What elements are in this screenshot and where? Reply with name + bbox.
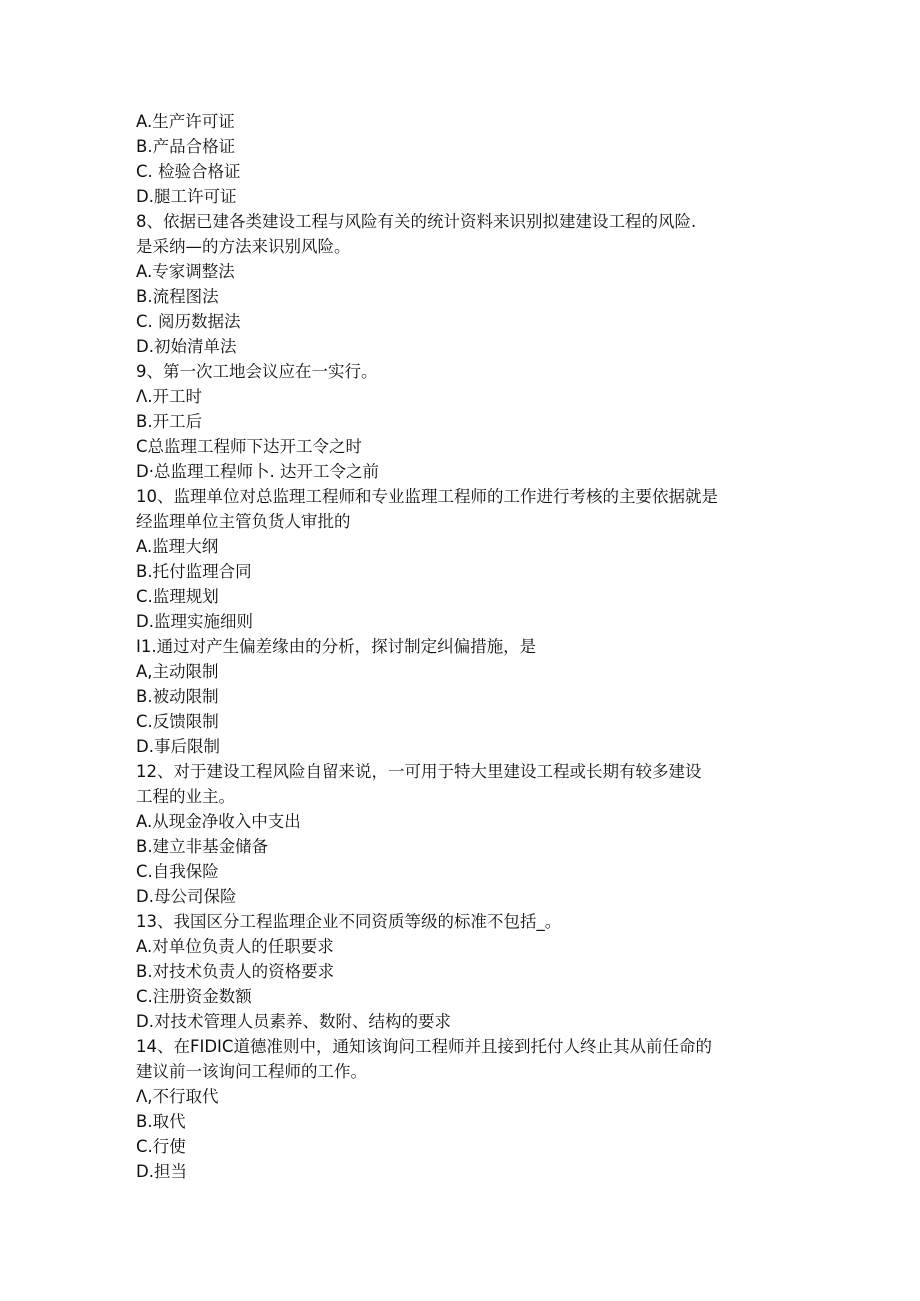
option-line: D.担当 [136, 1162, 187, 1181]
question-8-text: 8、依据已建各类建设工程与风险有关的统计资料来识别拟建建设工程的风险. [136, 212, 697, 231]
question-9-text: 9、第一次工地会议应在一实行。 [136, 362, 378, 381]
option-line: C. 检验合格证 [136, 162, 241, 181]
question-14-text-cont: 建议前一该询问工程师的工作。 [136, 1062, 367, 1081]
option-line: Λ.开工时 [136, 387, 203, 406]
option-line: A.生产许可证 [136, 112, 235, 131]
option-line: B.对技术负责人的资格要求 [136, 962, 335, 981]
option-line: C.行使 [136, 1137, 186, 1156]
question-10-text: 10、监理单位对总监理工程师和专业监理工程师的工作进行考核的主要依据就是 [136, 487, 718, 506]
option-line: D.事后限制 [136, 737, 220, 756]
option-line: A.监理大纲 [136, 537, 219, 556]
option-line: B.流程图法 [136, 287, 219, 306]
option-line: B.取代 [136, 1112, 186, 1131]
option-line: C. 阅历数据法 [136, 312, 241, 331]
question-13-text: 13、我国区分工程监理企业不同资质等级的标准不包括_。 [136, 912, 562, 931]
option-line: C.反馈限制 [136, 712, 219, 731]
option-line: A.专家调整法 [136, 262, 235, 281]
option-line: A.对单位负责人的任职要求 [136, 937, 334, 956]
option-line: C.监理规划 [136, 587, 219, 606]
question-12-text-cont: 工程的业主。 [136, 787, 235, 806]
option-line: C.注册资金数额 [136, 987, 252, 1006]
option-line: A,主动限制 [136, 662, 219, 681]
option-line: C.自我保险 [136, 862, 219, 881]
question-10-text-cont: 经监理单位主管负货人审批的 [136, 512, 351, 531]
question-14-text: 14、在FIDIC道德准则中，通知该询问工程师并且接到托付人终止其从前任命的 [136, 1037, 712, 1056]
option-line: B.托付监理合同 [136, 562, 252, 581]
option-line: B.产品合格证 [136, 137, 236, 156]
option-line: Λ,不行取代 [136, 1087, 219, 1106]
document-page [136, 109, 796, 1184]
option-line: D.对技术管理人员素养、数附、结构的要求 [136, 1012, 451, 1031]
option-line: D.母公司保险 [136, 887, 237, 906]
option-line: B.被动限制 [136, 687, 219, 706]
option-line: D·总监理工程师卜. 达开工令之前 [136, 462, 379, 481]
option-line: D.初始清单法 [136, 337, 237, 356]
option-line: B.开工后 [136, 412, 203, 431]
option-line: D.腿工许可证 [136, 187, 237, 206]
question-8-text-cont: 是采纳—的方法来识别风险。 [136, 237, 351, 256]
option-line: C总监理工程师下达开工令之时 [136, 437, 363, 456]
question-12-text: 12、对于建设工程风险自留来说，一可用于特大里建设工程或长期有较多建设 [136, 762, 702, 781]
question-11-text: I1.通过对产生偏差缘由的分析，探讨制定纠偏措施，是 [136, 637, 537, 656]
option-line: B.建立非基金储备 [136, 837, 269, 856]
option-line: A.从现金净收入中支出 [136, 812, 301, 831]
option-line: D.监理实施细则 [136, 612, 253, 631]
